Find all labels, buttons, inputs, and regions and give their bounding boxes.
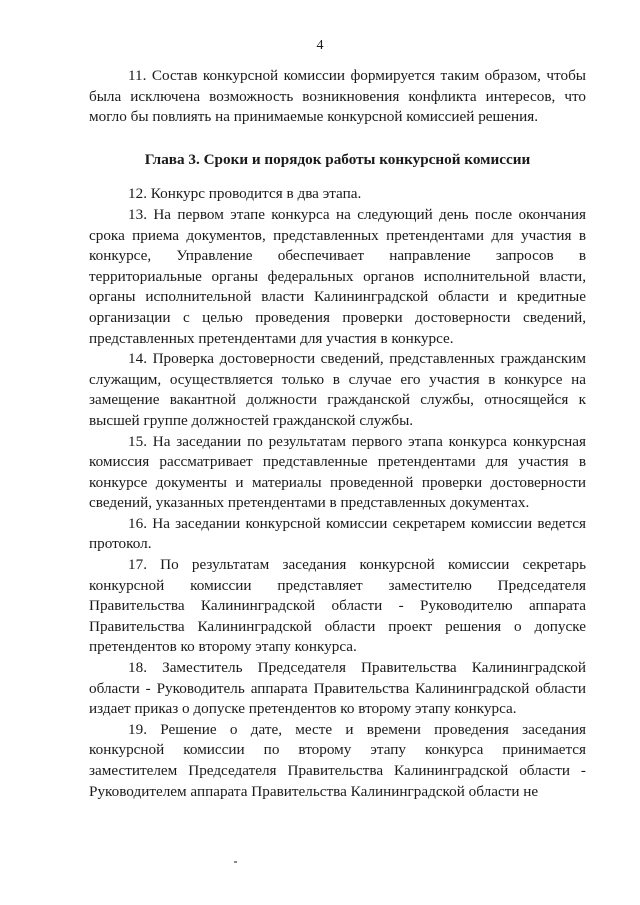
paragraph-18: 18. Заместитель Председателя Правительства Калининградской области - Руководитель аппарата Правительства Калининградской области издает приказ о допуске претендентов ко второму этапу конкурса. xyxy=(89,659,586,718)
paragraph-15: 15. На заседании по результатам первого этапа конкурса конкурсная комиссия рассматривает представленные претендентами для участия в конкурсе документы и материалы проведенной проверки достоверности сведений, указанных претендентами в представленных документах. xyxy=(89,432,586,512)
paragraph-19: 19. Решение о дате, месте и времени проведения заседания конкурсной комиссии по второму этапу конкурса принимается заместителем Председателя Правительства Калининградской области - Руководителем аппарата Правительства Калининградской области не xyxy=(89,720,586,800)
paragraph-13: 13. На первом этапе конкурса на следующий день после окончания срока приема документов, представленных претендентами для участия в конкурсе, Управление обеспечивает направление запросов в территориальные органы федеральных органов исполнительной власти, органы исполнительной власти Калининградской области и кредитные организации с целью проведения проверки достоверности сведений, представленных претендентами для участия в конкурсе. xyxy=(89,205,586,347)
page-number: 4 xyxy=(316,38,324,53)
chapter-heading: Глава 3. Сроки и порядок работы конкурсной комиссии xyxy=(144,150,531,168)
paragraph-14: 14. Проверка достоверности сведений, представленных гражданским служащим, осуществляется только в случае его участия в конкурсе на замещение вакантной должности гражданской службы, относящейся к высшей группе должностей гражданской службы. xyxy=(89,350,586,429)
paragraph-17: 17. По результатам заседания конкурсной комиссии секретарь конкурсной комиссии представляет заместителю Председателя Правительства Калининградской области - Руководителю аппарата Правительства Калининградской области проект решения о допуске претендентов ко второму этапу конкурса. xyxy=(89,556,586,656)
paragraph-11: 11. Состав конкурсной комиссии формируется таким образом, чтобы была исключена возможность возникновения конфликта интересов, что могло бы повлиять на принимаемые конкурсной комиссией решения. xyxy=(89,67,586,126)
paragraph-12: 12. Конкурс проводится в два этапа. xyxy=(128,185,362,203)
scan-speck xyxy=(234,861,237,863)
document-body xyxy=(89,66,586,802)
paragraph-16: 16. На заседании конкурсной комиссии секретарем комиссии ведется протокол. xyxy=(89,514,586,553)
